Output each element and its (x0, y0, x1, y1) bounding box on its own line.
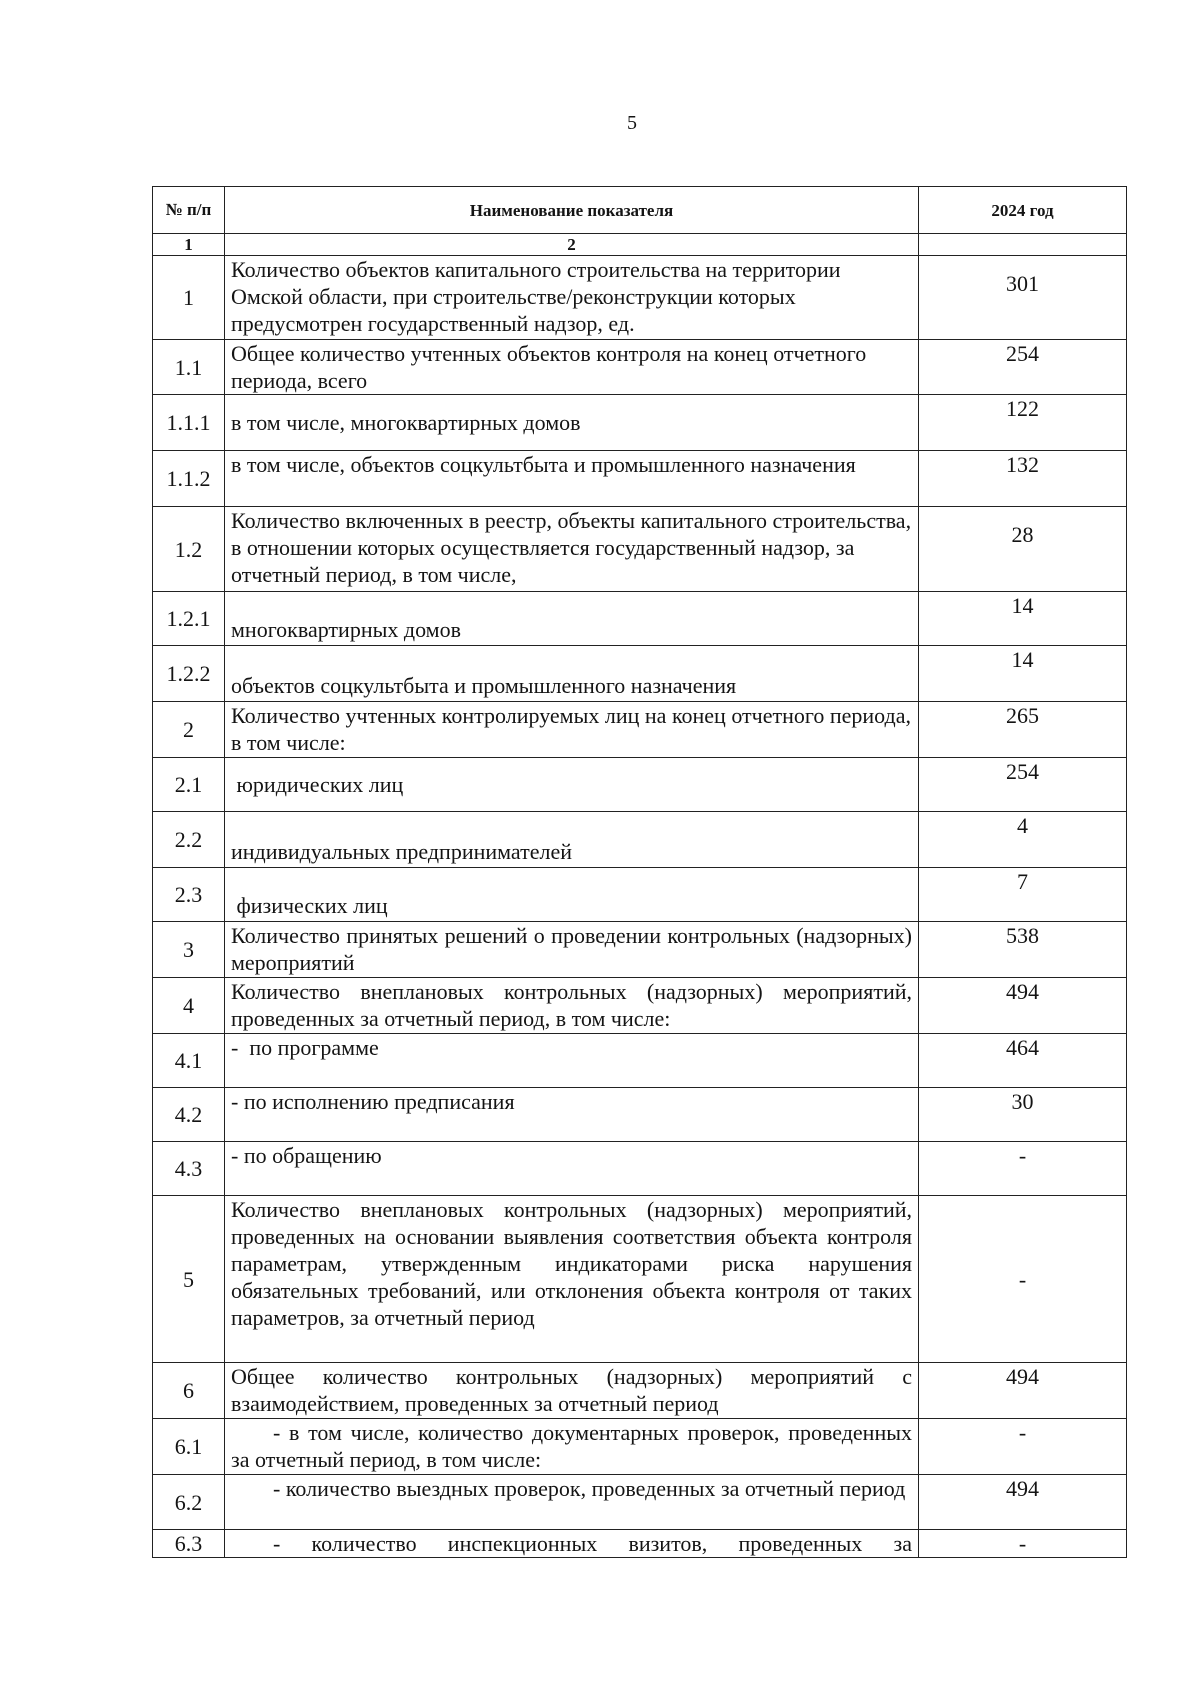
table-row (153, 1196, 1127, 1363)
row-number: 1.2.2 (153, 646, 225, 702)
indicators-table (152, 186, 1127, 1558)
row-indicator: Количество внеплановых контрольных (надзорных) мероприятий, проведенных на основании выявления соответствия объекта контроля параметрам, утвержденным индикаторами риска нарушения обязательных требований, или отклонения объекта контроля от таких параметров, за отчетный период (225, 1196, 919, 1363)
row-number: 1.1.2 (153, 451, 225, 507)
row-indicator: многоквартирных домов (225, 592, 919, 646)
table-row (153, 592, 1127, 646)
table-row (153, 978, 1127, 1034)
row-indicator: в том числе, объектов соцкультбыта и промышленного назначения (225, 451, 919, 507)
row-value: 464 (919, 1034, 1127, 1088)
table-row (153, 1530, 1127, 1558)
row-number: 6.3 (153, 1530, 225, 1558)
header-indicator-name: Наименование показателя (225, 187, 919, 234)
row-value: 122 (919, 395, 1127, 451)
row-indicator: Количество внеплановых контрольных (надзорных) мероприятий, проведенных за отчетный период, в том числе: (225, 978, 919, 1034)
row-value: 30 (919, 1088, 1127, 1142)
row-value: 4 (919, 812, 1127, 868)
row-value: - (919, 1196, 1127, 1363)
row-number: 1.2.1 (153, 592, 225, 646)
row-indicator: Общее количество учтенных объектов контроля на конец отчетного периода, всего (225, 340, 919, 395)
row-number: 1.2 (153, 507, 225, 592)
row-value: - (919, 1419, 1127, 1475)
table-row (153, 922, 1127, 978)
row-value: 538 (919, 922, 1127, 978)
row-number: 6 (153, 1363, 225, 1419)
column-number-2: 2 (225, 234, 919, 256)
row-value: 254 (919, 340, 1127, 395)
row-number: 2 (153, 702, 225, 758)
row-value: 14 (919, 646, 1127, 702)
table-row (153, 340, 1127, 395)
column-number-row (153, 234, 1127, 256)
row-value: 14 (919, 592, 1127, 646)
row-number: 2.1 (153, 758, 225, 812)
row-value: 132 (919, 451, 1127, 507)
header-year: 2024 год (919, 187, 1127, 234)
header-number: № п/п (153, 187, 225, 234)
row-number: 3 (153, 922, 225, 978)
row-indicator (225, 1530, 919, 1558)
table-row (153, 758, 1127, 812)
page-number: 5 (627, 112, 637, 134)
row-number: 4 (153, 978, 225, 1034)
column-number-1: 1 (153, 234, 225, 256)
row-value: - (919, 1142, 1127, 1196)
row-number: 1.1.1 (153, 395, 225, 451)
row-indicator: Количество учтенных контролируемых лиц на конец отчетного периода, в том числе: (225, 702, 919, 758)
row-indicator: Общее количество контрольных (надзорных) мероприятий с взаимодействием, проведенных за отчетный период (225, 1363, 919, 1419)
table-row (153, 646, 1127, 702)
table-row (153, 1034, 1127, 1088)
row-indicator: - по обращению (225, 1142, 919, 1196)
row-indicator: - по программе (225, 1034, 919, 1088)
row-value: 254 (919, 758, 1127, 812)
row-number: 2.3 (153, 868, 225, 922)
row-indicator: юридических лиц (225, 758, 919, 812)
row-value: 301 (919, 256, 1127, 340)
row-number: 4.3 (153, 1142, 225, 1196)
table-row (153, 451, 1127, 507)
table-row (153, 812, 1127, 868)
row-value: - (919, 1530, 1127, 1558)
row-indicator: - по исполнению предписания (225, 1088, 919, 1142)
row-indicator: объектов соцкультбыта и промышленного назначения (225, 646, 919, 702)
row-indicator: индивидуальных предпринимателей (225, 812, 919, 868)
row-indicator: в том числе, многоквартирных домов (225, 395, 919, 451)
row-value: 28 (919, 507, 1127, 592)
row-number: 1.1 (153, 340, 225, 395)
table-row (153, 702, 1127, 758)
row-indicator: - количество выездных проверок, проведенных за отчетный период (225, 1475, 919, 1530)
row-number: 4.2 (153, 1088, 225, 1142)
row-indicator: Количество объектов капитального строительства на территории Омской области, при строительстве/реконструкции которых предусмотрен государственный надзор, ед. (225, 256, 919, 340)
row-value: 494 (919, 978, 1127, 1034)
column-number-3 (919, 234, 1127, 256)
row-number: 1 (153, 256, 225, 340)
table-row (153, 1142, 1127, 1196)
table-row (153, 256, 1127, 340)
row-number: 6.1 (153, 1419, 225, 1475)
row-indicator: - в том числе, количество документарных проверок, проведенных за отчетный период, в том числе: (225, 1419, 919, 1475)
row-value: 494 (919, 1475, 1127, 1530)
table-row (153, 1088, 1127, 1142)
table-row (153, 507, 1127, 592)
table-header-row (153, 187, 1127, 234)
row-number: 4.1 (153, 1034, 225, 1088)
table-row (153, 868, 1127, 922)
row-number: 5 (153, 1196, 225, 1363)
row-indicator-text: - количество инспекционных визитов, проведенных за (273, 1531, 912, 1556)
row-value: 265 (919, 702, 1127, 758)
row-value: 494 (919, 1363, 1127, 1419)
row-number: 2.2 (153, 812, 225, 868)
table-row (153, 1475, 1127, 1530)
row-value: 7 (919, 868, 1127, 922)
row-indicator: физических лиц (225, 868, 919, 922)
row-number: 6.2 (153, 1475, 225, 1530)
table-row (153, 1363, 1127, 1419)
table-row (153, 1419, 1127, 1475)
row-indicator: Количество включенных в реестр, объекты капитального строительства, в отношении которых осуществляется государственный надзор, за отчетный период, в том числе, (225, 507, 919, 592)
table-row (153, 395, 1127, 451)
row-indicator: Количество принятых решений о проведении контрольных (надзорных) мероприятий (225, 922, 919, 978)
